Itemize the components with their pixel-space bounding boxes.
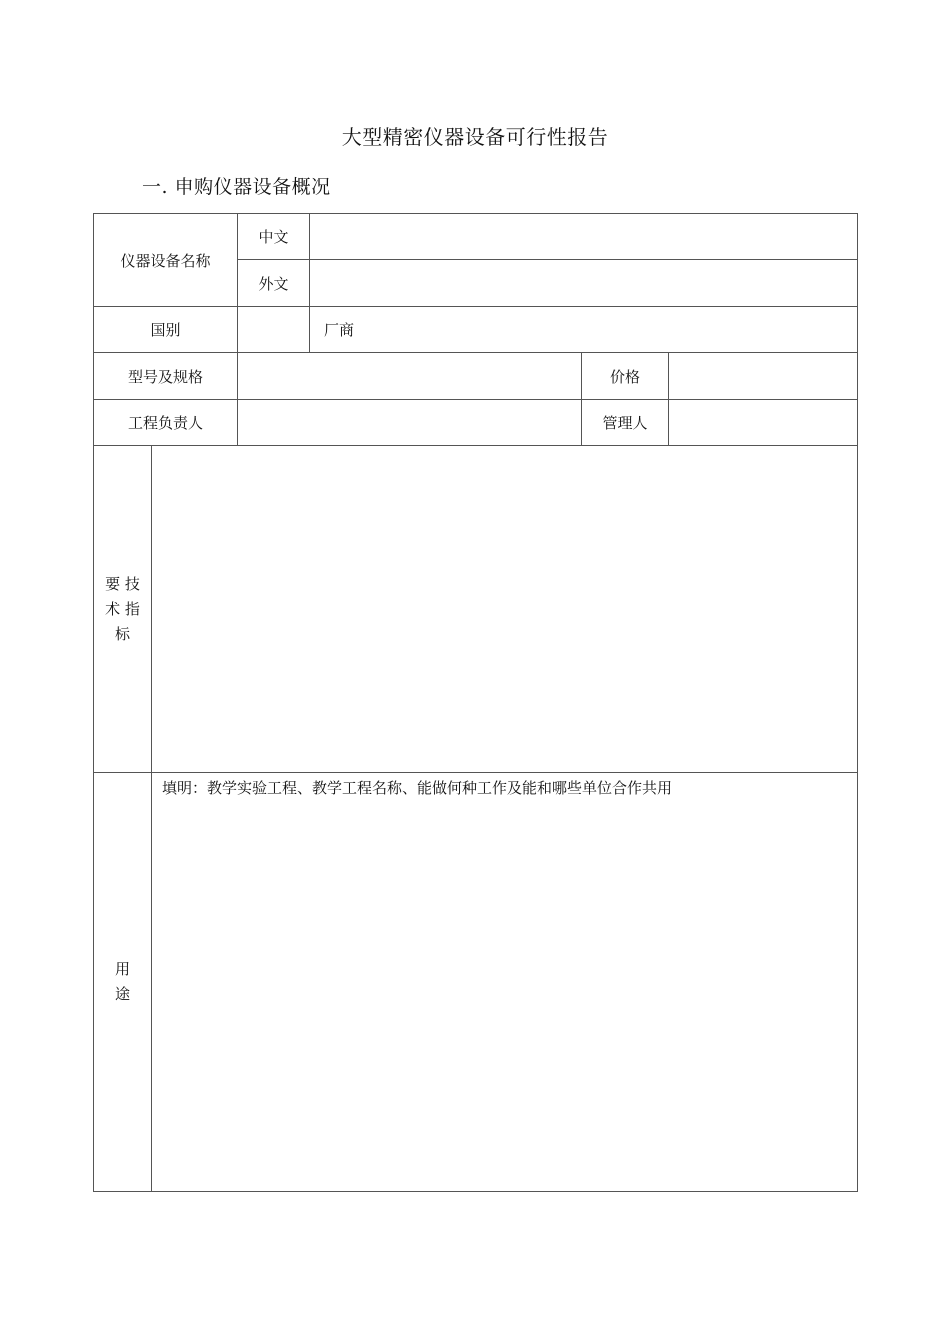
project-lead-field[interactable]	[238, 400, 582, 446]
model-label: 型号及规格	[94, 353, 238, 400]
foreign-name-label: 外文	[238, 260, 310, 307]
price-label: 价格	[582, 353, 669, 400]
chinese-name-label: 中文	[238, 214, 310, 260]
tech-specs-label-line: 要 技	[105, 574, 140, 593]
manufacturer-label: 厂商	[310, 307, 858, 353]
tech-specs-field[interactable]	[152, 446, 858, 773]
usage-note: 填明：教学实验工程、教学工程名称、能做何种工作及能和哪些单位合作共用	[162, 779, 673, 797]
country-field[interactable]	[238, 307, 310, 353]
section-heading: 一. 申购仪器设备概况	[142, 176, 331, 198]
usage-field[interactable]	[152, 773, 858, 1192]
usage-label-line: 途	[114, 985, 130, 1003]
equipment-form-table	[93, 213, 858, 1192]
usage-label-line: 用	[114, 960, 130, 978]
tech-specs-label-line: 标	[114, 624, 130, 643]
equipment-name-label: 仪器设备名称	[94, 214, 238, 307]
project-lead-label: 工程负责人	[94, 400, 238, 446]
tech-specs-label-line: 术 指	[105, 599, 140, 618]
document-title: 大型精密仪器设备可行性报告	[341, 125, 609, 149]
manager-label: 管理人	[582, 400, 669, 446]
country-label: 国别	[94, 307, 238, 353]
foreign-name-field[interactable]	[310, 260, 858, 307]
model-field[interactable]	[238, 353, 582, 400]
chinese-name-field[interactable]	[310, 214, 858, 260]
manager-field[interactable]	[669, 400, 858, 446]
price-field[interactable]	[669, 353, 858, 400]
tech-specs-label	[94, 446, 152, 773]
usage-label	[94, 773, 152, 1192]
